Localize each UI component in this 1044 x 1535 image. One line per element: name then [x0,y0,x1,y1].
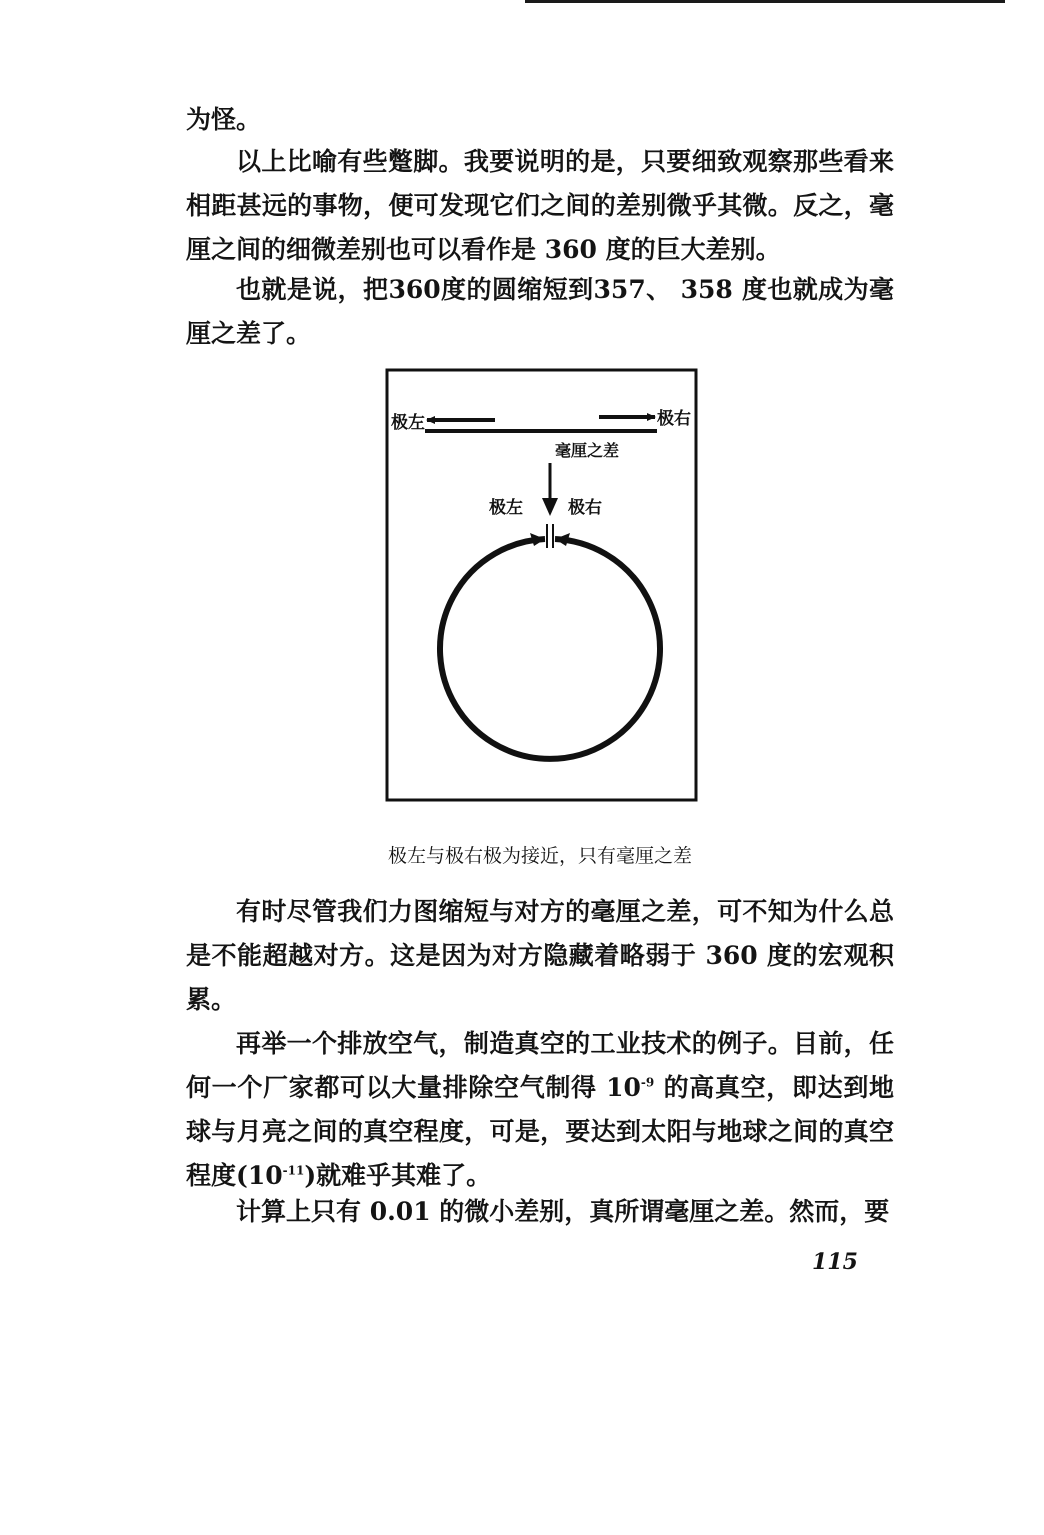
center-label: 毫厘之差 [555,441,620,460]
paragraph-last: 计算上只有 0.01 的微小差别，真所谓毫厘之差。然而，要 [236,1197,890,1226]
vacuum-text-a: 再举一个排放空气，制造真空的工业技术的例子。目前，任何一个厂家都可以大量排除空气制得 10 [186,1029,894,1102]
paragraph-metaphor: 以上比喻有些蹩脚。我要说明的是，只要细致观察那些看来相距甚远的事物，便可发现它们之间的差别微乎其微。反之，毫厘之间的细微差别也可以看作是 360 度的巨大差别。 [186,147,894,264]
inner-right-label: 极右 [568,498,602,518]
top-rule [525,0,1005,3]
figure-caption: 极左与极右极为接近，只有毫厘之差 [387,845,692,867]
down-arrow-icon [542,498,558,516]
circle-right-arrowhead-icon [555,533,570,546]
circle-arc [440,539,660,759]
vacuum-text-c: )就难乎其难了。 [304,1161,492,1190]
paragraph-hidden-accumulation: 有时尽管我们力图缩短与对方的毫厘之差，可不知为什么总是不能超越对方。这是因为对方隐藏着略弱于 360 度的宏观积累。 [186,897,894,1014]
figure-frame [387,370,696,800]
vacuum-exponent-a: -9 [640,1075,655,1090]
circle-left-arrowhead-icon [530,533,545,546]
page-number: 115 [812,1249,858,1275]
figure-left-right-circle [385,368,698,802]
paragraph-vacuum [186,1022,894,1198]
figure-diagram [385,368,698,802]
inner-left-label: 极左 [489,498,523,518]
paragraph-360-degrees: 也就是说，把360度的圆缩短到357、 358 度也就成为毫厘之差了。 [186,275,894,348]
top-right-label: 极右 [657,409,691,429]
paragraph-continuation: 为怪。 [186,105,262,134]
top-left-label: 极左 [391,413,425,433]
vacuum-text-b: 的高真空，即达到地球与月亮之间的真空程度，可是，要达到太阳与地球之间的真空程度(10 [186,1073,894,1190]
vacuum-exponent-b: -11 [282,1163,305,1178]
